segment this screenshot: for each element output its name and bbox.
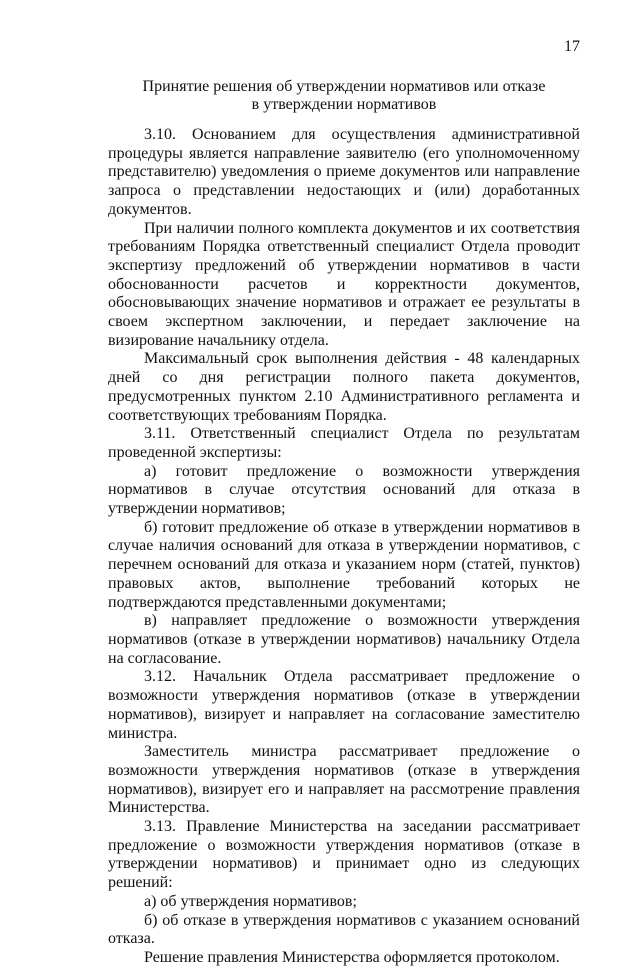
paragraph-deputy-minister: Заместитель министра рассматривает предложение о возможности утверждения нормативов (отказе в утверждения нормативов), визирует его и направляет на рассмотрение правления Министерства. (108, 743, 580, 817)
section-title-line-1: Принятие решения об утверждении нормативов или отказе (142, 78, 546, 95)
paragraph-3-10: 3.10. Основанием для осуществления административной процедуры является направление заявителю (его уполномоченному представителю) уведомления о приеме документов или направление запроса о представлении недостающих и (или) доработанных документов. (108, 126, 580, 218)
paragraph-3-11: 3.11. Ответственный специалист Отдела по результатам проведенной экспертизы: (108, 425, 580, 461)
list-item-a: а) готовит предложение о возможности утверждения нормативов в случае отсутствия оснований для отказа в утверждении нормативов; (108, 462, 580, 518)
list-item-v: в) направляет предложение о возможности утверждения нормативов (отказе в утверждении нормативов) начальнику Отдела на согласование. (108, 612, 580, 667)
paragraph-3-13: 3.13. Правление Министерства на заседании рассматривает предложение о возможности утверждения нормативов (отказе в утверждении нормативов) и принимает одно из следующих решений: (108, 818, 580, 892)
section-title-line-2: в утверждении нормативов (251, 96, 437, 113)
paragraph-expertise: При наличии полного комплекта документов и их соответствия требованиям Порядка ответственный специалист Отдела проводит экспертизу предложений об утверждении нормативов в части обоснованности расчетов и корректности документов, обосновывающих значение нормативов и отражает ее результаты в своем экспертном заключении, и передает заключение на визирование начальнику отдела. (108, 219, 580, 349)
paragraph-3-12: 3.12. Начальник Отдела рассматривает предложение о возможности утверждения нормативов (отказе в утверждении нормативов), визирует и направляет на согласование заместителю министра. (108, 668, 580, 742)
list-item-b: б) готовит предложение об отказе в утверждении нормативов в случае наличия оснований для отказа в утверждении нормативов, с перечнем оснований для отказа и указанием норм (статей, пунктов) правовых актов, выполнение требований которых не подтверждаются представленными документами; (108, 518, 580, 611)
paragraph-max-term: Максимальный срок выполнения действия - 48 календарных дней со дня регистрации полного пакета документов, предусмотренных пунктом 2.10 Административного регламента и соответствующих требованиям Порядка. (108, 350, 580, 424)
document-body (108, 126, 580, 968)
page-number: 17 (564, 38, 580, 55)
paragraph-protocol: Решение правления Министерства оформляется протоколом. (144, 948, 560, 966)
section-title (108, 78, 580, 114)
decision-item-b: б) об отказе в утверждения нормативов с указанием оснований отказа. (108, 911, 580, 948)
decision-item-a: а) об утверждения нормативов; (144, 892, 357, 910)
